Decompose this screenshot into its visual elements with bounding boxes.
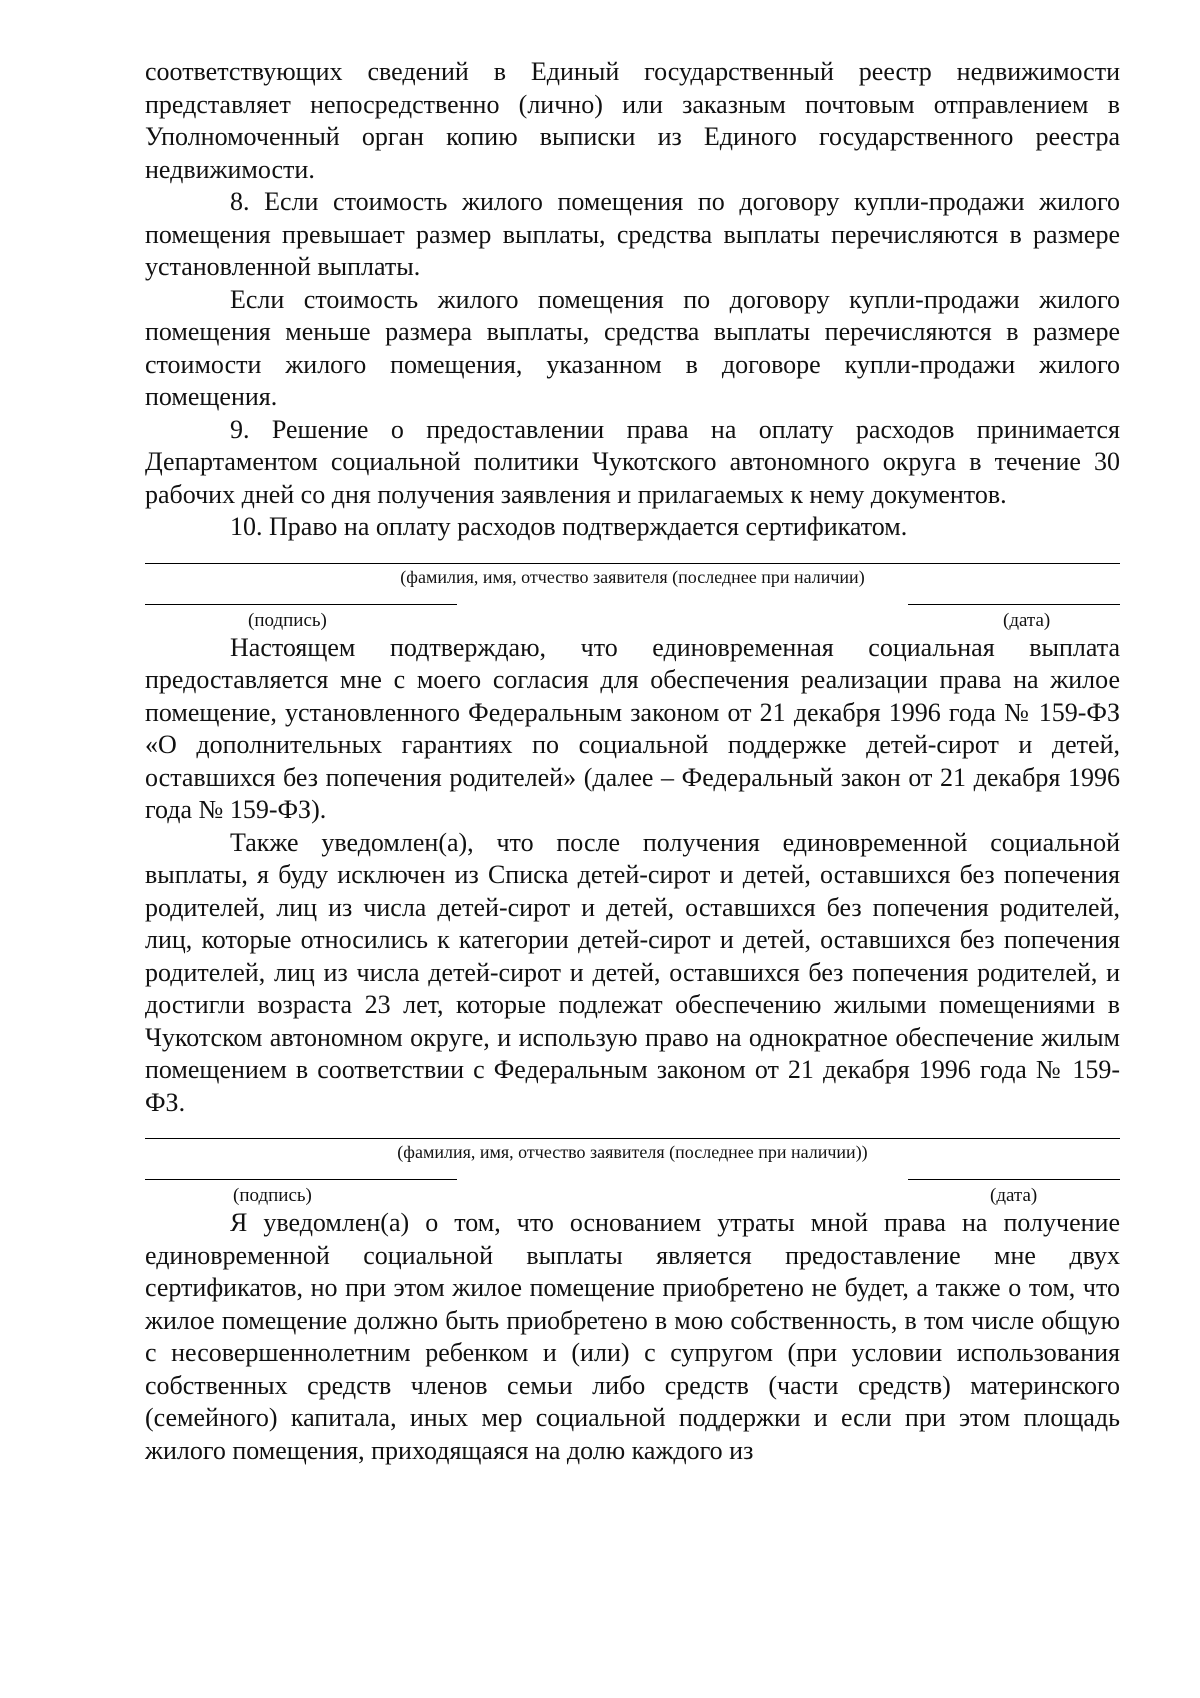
signature-block-2: [145, 1138, 1120, 1207]
paragraph-registry-extract: соответствующих сведений в Единый государственный реестр недвижимости представляет непосредственно (лично) или заказным почтовым отправлением в Уполномоченный орган копию выписки из Единого государственного реестра недвижимости.: [145, 57, 1120, 184]
paragraph-consent-confirmation: Настоящем подтверждаю, что единовременная социальная выплата предоставляется мне с моего согласия для обеспечения реализации права на жилое помещение, установленного Федеральным законом от 21 декабря 1996 года № 159-ФЗ «О дополнительных гарантиях по социальной поддержке детей-сирот и детей, оставшихся без попечения родителей» (далее – Федеральный закон от 21 декабря 1996 года № 159-ФЗ).: [145, 632, 1120, 824]
document-page: [145, 56, 1120, 1467]
date-line[interactable]: [908, 1179, 1120, 1180]
paragraph-10-certificate: 10. Право на оплату расходов подтверждается сертификатом.: [230, 512, 908, 541]
signature-line[interactable]: [145, 604, 457, 605]
applicant-name-line[interactable]: [145, 1138, 1120, 1139]
applicant-name-caption: (фамилия, имя, отчество заявителя (последнее при наличии)): [397, 1142, 868, 1162]
paragraph-loss-of-right: Я уведомлен(а) о том, что основанием утраты мной права на получение единовременной социальной выплаты является предоставление мне двух сертификатов, но при этом жилое помещение приобретено не будет, а также о том, что жилое помещение должно быть приобретено в мою собственность, в том числе общую с несовершеннолетним ребенком и (или) с супругом (при условии использования собственных средств членов семьи либо средств (части средств) материнского (семейного) капитала, иных мер социальной поддержки и если при этом площадь жилого помещения, приходящаяся на долю каждого из: [145, 1208, 1120, 1465]
signature-caption: (подпись): [233, 1185, 312, 1206]
paragraph-8-price-exceeds: 8. Если стоимость жилого помещения по договору купли-продажи жилого помещения превышает размер выплаты, средства выплаты перечисляются в размере установленной выплаты.: [145, 187, 1120, 281]
paragraph-exclusion-notice: Также уведомлен(а), что после получения единовременной социальной выплаты, я буду исключен из Списка детей-сирот и детей, оставшихся без попечения родителей, лиц из числа детей-сирот и детей, оставшихся без попечения родителей, лиц, которые относились к категории детей-сирот и детей, оставшихся без попечения родителей, лиц из числа детей-сирот и детей, оставшихся без попечения родителей, и достигли возраста 23 лет, которые подлежат обеспечению жилыми помещениями в Чукотском автономном округе, и использую право на однократное обеспечение жилым помещением в соответствии с Федеральным законом от 21 декабря 1996 года № 159-ФЗ.: [145, 827, 1120, 1117]
signature-date-row: [145, 588, 1120, 632]
date-line[interactable]: [908, 604, 1120, 605]
paragraph-9-decision: 9. Решение о предоставлении права на оплату расходов принимается Департаментом социальной политики Чукотского автономного округа в течение 30 рабочих дней со дня получения заявления и прилагаемых к нему документов.: [145, 414, 1120, 509]
signature-block-1: [145, 563, 1120, 632]
date-caption: (дата): [1003, 609, 1051, 631]
paragraph-8-price-less: Если стоимость жилого помещения по договору купли-продажи жилого помещения меньше размера выплаты, средства выплаты перечисляются в размере стоимости жилого помещения, указанном в договоре купли-продажи жилого помещения.: [145, 284, 1120, 411]
applicant-name-line[interactable]: [145, 563, 1120, 564]
applicant-name-caption: (фамилия, имя, отчество заявителя (последнее при наличии): [400, 566, 865, 587]
signature-date-row: [145, 1163, 1120, 1207]
signature-caption: (подпись): [248, 609, 327, 631]
signature-line[interactable]: [145, 1179, 457, 1180]
date-caption: (дата): [990, 1185, 1038, 1206]
